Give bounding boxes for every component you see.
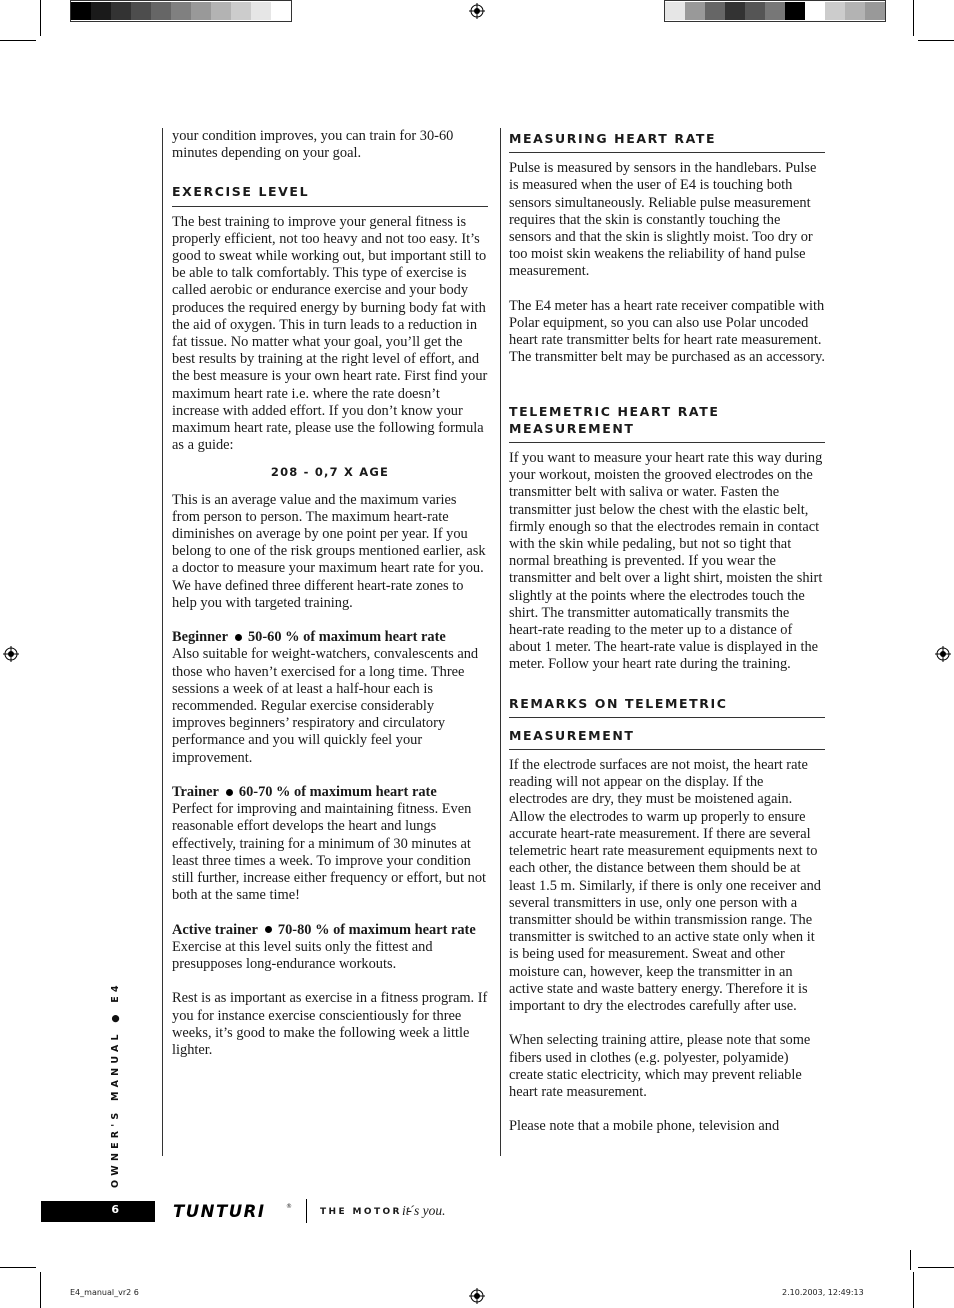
exercise-level-heading: EXERCISE LEVEL	[172, 181, 488, 206]
color-swatch	[191, 2, 211, 20]
left-column	[172, 128, 488, 1059]
color-swatch	[765, 2, 785, 20]
left-color-bar	[70, 0, 292, 22]
color-swatch	[845, 2, 865, 20]
left-margin-rule	[162, 128, 163, 1156]
color-swatch	[745, 2, 765, 20]
zone-name: Active trainer	[172, 921, 258, 938]
page-number: 6	[111, 1203, 119, 1216]
column-divider-rule	[500, 128, 501, 1156]
zone-beginner	[172, 629, 488, 767]
color-swatch	[211, 2, 231, 20]
measuring-paragraph-2: The E4 meter has a heart rate receiver compatible with Polar equipment, so you can also use Polar uncoded heart rate transmitter belts for heart rate measurement. The transmitter belt may be purchased as an accessory.	[509, 297, 825, 366]
color-swatch	[685, 2, 705, 20]
color-swatch	[151, 2, 171, 20]
bullet-icon	[226, 789, 233, 796]
color-swatch	[231, 2, 251, 20]
color-swatch	[271, 2, 291, 20]
bullet-icon	[265, 926, 272, 933]
zone-name: Beginner	[172, 629, 228, 646]
side-manual-label: OWNER'S MANUAL ● E4	[110, 981, 121, 1188]
color-swatch	[171, 2, 191, 20]
color-swatch	[665, 2, 685, 20]
zone-text: Perfect for improving and maintaining fitness. Even reasonable effort develops the heart and lungs effectively, training for a minimum of 30 minutes at least three times a week. To improve your condition still further, increase either frequency or effort, but not both at the same time!	[172, 801, 487, 904]
color-swatch	[805, 2, 825, 20]
page-number-bar	[41, 1201, 155, 1222]
remarks-paragraph-1: If the electrode surfaces are not moist, the heart rate reading will not appear on the display. If the electrodes are dry, they must be moistened again. Allow the electrodes to warm up properly to ensure accurate heart-rate measurement. If there are several telemetric heart rate measurement equipments next to each other, the distance between them should be at least 1.5 m. Similarly, if there is only one receiver and several transmitters in use, only one person with a transmitter should be within transmission range. The transmitter is switched to an active state only when it is being used for measurement. Sweat and other moisture can, however, keep the transmitter in an active state and waste battery energy. Therefore it is important to dry the electrodes carefully after use.	[509, 757, 821, 1014]
registration-mark-icon	[3, 646, 19, 662]
color-swatch	[251, 2, 271, 20]
heart-rate-formula: 208 - 0,7 X AGE	[270, 465, 390, 480]
tagline-prefix: THE MOTOR –	[320, 1207, 415, 1217]
measuring-paragraph-1: Pulse is measured by sensors in the handlebars. Pulse is measured when the user of E4 is touching both sensors simultaneously. Reliable pulse measurement requires that the skin is constantly touching the sensors and that the skin is slightly moist. Too dry or too moist skin weakens the reliability of hand pulse measurement.	[509, 160, 817, 280]
max-heart-rate-paragraph: This is an average value and the maximum varies from person to person. The maximum heart-rate diminishes on average by one point per year. If you belong to one of the risk groups mentioned earlier, ask a doctor to measure your maximum heart rate for you. We have defined three different heart-rate zones to help you with targeted training.	[172, 491, 486, 611]
zone-range: 50-60 % of maximum heart rate	[247, 629, 446, 646]
exercise-level-paragraph: The best training to improve your general fitness is properly efficient, not too heavy and not too easy. It’s good to sweat while working out, but important still to be able to talk comfortably. This type of exercise is called aerobic or endurance exercise and your body produces the required energy by burning body fat with the aid of oxygen. This in turn leads to a reduction in fat tissue. No matter what your goal, you’ll get the best results by training at the right level of effort, and the best measure is your own heart rate. First find your maximum heart rate i.e. where the rate doesn’t increase with added effort. If you don’t know your maximum heart rate, please use the following formula as a guide:	[172, 213, 488, 454]
remarks-heading-line-1: REMARKS ON TELEMETRIC	[509, 693, 825, 718]
zone-name: Trainer	[172, 784, 219, 801]
zone-range: 60-70 % of maximum heart rate	[238, 784, 437, 801]
color-swatch	[71, 2, 91, 20]
remarks-heading-line-2: MEASUREMENT	[509, 725, 825, 750]
color-swatch	[91, 2, 111, 20]
telemetric-heading: TELEMETRIC HEART RATE MEASUREMENT	[509, 401, 825, 443]
color-swatch	[865, 2, 885, 20]
color-swatch	[131, 2, 151, 20]
zone-text: Exercise at this level suits only the fittest and presupposes long-endurance workouts.	[172, 938, 433, 973]
slug-file-name: E4_manual_vr2 6	[70, 1288, 139, 1297]
measuring-heart-rate-heading: MEASURING HEART RATE	[509, 128, 825, 153]
color-swatch	[111, 2, 131, 20]
slug-date: 2.10.2003, 12:49:13	[782, 1288, 864, 1297]
remarks-paragraph-3: Please note that a mobile phone, television and	[509, 1118, 780, 1135]
intro-paragraph: your condition improves, you can train for 30-60 minutes depending on your goal.	[172, 128, 454, 162]
color-swatch	[825, 2, 845, 20]
registration-mark-icon	[935, 646, 951, 662]
zone-text: Also suitable for weight-watchers, convalescents and those who haven’t exercised for a long time. Three sessions a week of at least a half-hour each is recommended. Regular exercise considerably improves beginners’ respiratory and circulatory performance and you will quickly feel your improvement.	[172, 646, 479, 766]
tagline-suffix: it´s you.	[402, 1203, 446, 1218]
rest-paragraph: Rest is as important as exercise in a fitness program. If you for instance exercise conscientiously for three weeks, it’s good to make the following week a little lighter.	[172, 990, 488, 1059]
registered-mark: ®	[286, 1203, 292, 1210]
zone-active-trainer	[172, 922, 488, 974]
zone-trainer	[172, 784, 488, 904]
right-color-bar	[664, 0, 886, 22]
remarks-paragraph-2: When selecting training attire, please note that some fibers used in clothes (e.g. polyester, polyamide) create static electricity, which may prevent reliable heart rate measurement.	[509, 1032, 811, 1100]
registration-mark-icon	[469, 1288, 485, 1304]
bullet-icon	[235, 634, 242, 641]
footer-divider	[306, 1199, 307, 1223]
color-swatch	[705, 2, 725, 20]
color-swatch	[725, 2, 745, 20]
zone-range: 70-80 % of maximum heart rate	[277, 921, 476, 938]
color-swatch	[785, 2, 805, 20]
right-column	[509, 128, 825, 1136]
tunturi-logo: TUNTURI	[173, 1202, 266, 1221]
registration-mark-icon	[469, 3, 485, 19]
telemetric-paragraph: If you want to measure your heart rate this way during your workout, moisten the grooved electrodes on the transmitter belt with saliva or water. Fasten the transmitter just below the chest with the elastic belt, firmly enough so that the electrodes remain in contact with the skin while pedaling, but not so tight that normal breathing is prevented. If you wear the transmitter and belt over a light shirt, moisten the shirt slightly at the points where the electrodes touch the shirt. The transmitter automatically transmits the heart-rate reading to the meter up to a distance of about 1 meter. The heart-rate value is displayed in the meter. Follow your heart rate during the training.	[509, 450, 823, 673]
